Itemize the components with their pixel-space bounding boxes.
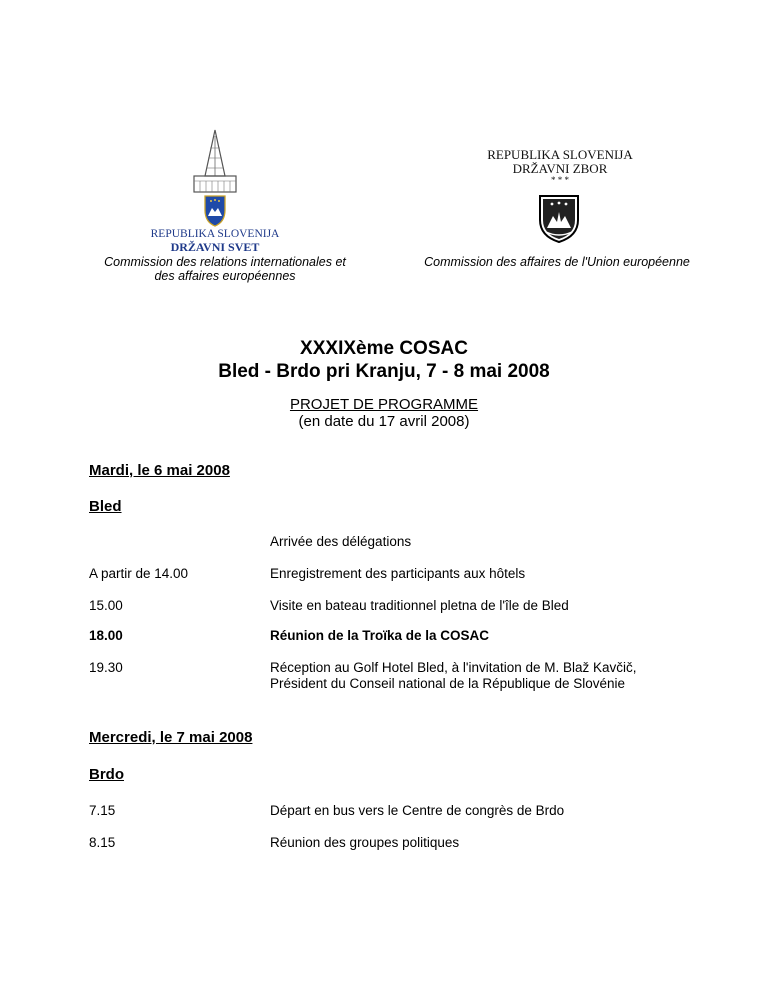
drzavni-svet-line1: REPUBLIKA SLOVENIJA bbox=[150, 228, 280, 240]
programme-heading: PROJET DE PROGRAMME bbox=[289, 396, 479, 413]
document-title-line1: XXXIXème COSAC bbox=[300, 338, 468, 359]
drzavni-svet-building-emblem bbox=[190, 128, 240, 228]
left-caption-line1: Commission des relations internationales et bbox=[104, 255, 346, 269]
day1-item1-time: A partir de 14.00 bbox=[89, 566, 189, 581]
right-commission-caption: Commission des affaires de l'Union européenne bbox=[424, 255, 690, 269]
day1-item3-time: 18.00 bbox=[89, 628, 123, 643]
programme-date-note: (en date du 17 avril 2008) bbox=[298, 413, 470, 430]
drzavni-zbor-name bbox=[470, 148, 650, 185]
slovenia-coat-of-arms-icon bbox=[538, 194, 580, 244]
day2-location: Brdo bbox=[89, 766, 124, 783]
drzavni-zbor-line1: REPUBLIKA SLOVENIJA bbox=[487, 147, 633, 162]
day1-item2-time: 15.00 bbox=[89, 598, 123, 613]
day2-item1-desc: Départ en bus vers le Centre de congrès de Brdo bbox=[270, 803, 565, 818]
drzavni-svet-name bbox=[140, 228, 290, 254]
left-commission-caption bbox=[90, 255, 360, 283]
day2-item2-time: 8.15 bbox=[89, 835, 116, 850]
day1-item4-time: 19.30 bbox=[89, 660, 123, 675]
day1-item4-desc bbox=[270, 660, 637, 692]
day1-item2-desc: Visite en bateau traditionnel pletna de l'île de Bled bbox=[270, 598, 569, 613]
day2-item1-time: 7.15 bbox=[89, 803, 116, 818]
drzavni-zbor-stars: * * * bbox=[551, 175, 569, 185]
day1-heading: Mardi, le 6 mai 2008 bbox=[89, 462, 230, 479]
day1-arrival: Arrivée des délégations bbox=[270, 534, 412, 549]
drzavni-svet-line2: DRŽAVNI SVET bbox=[170, 240, 260, 254]
day1-item3-desc: Réunion de la Troïka de la COSAC bbox=[270, 628, 490, 643]
day1-location: Bled bbox=[89, 498, 122, 515]
document-title-line2: Bled - Brdo pri Kranju, 7 - 8 mai 2008 bbox=[218, 361, 550, 382]
day1-item4-desc-line2: Président du Conseil national de la République de Slovénie bbox=[270, 676, 625, 691]
drzavni-zbor-line2: DRŽAVNI ZBOR bbox=[512, 161, 608, 176]
day2-item2-desc: Réunion des groupes politiques bbox=[270, 835, 460, 850]
day1-item1-desc: Enregistrement des participants aux hôtels bbox=[270, 566, 526, 581]
left-caption-line2: des affaires européennes bbox=[154, 269, 296, 283]
day1-item4-desc-line1: Réception au Golf Hotel Bled, à l'invitation de M. Blaž Kavčič, bbox=[270, 660, 637, 675]
day2-heading: Mercredi, le 7 mai 2008 bbox=[89, 729, 253, 746]
